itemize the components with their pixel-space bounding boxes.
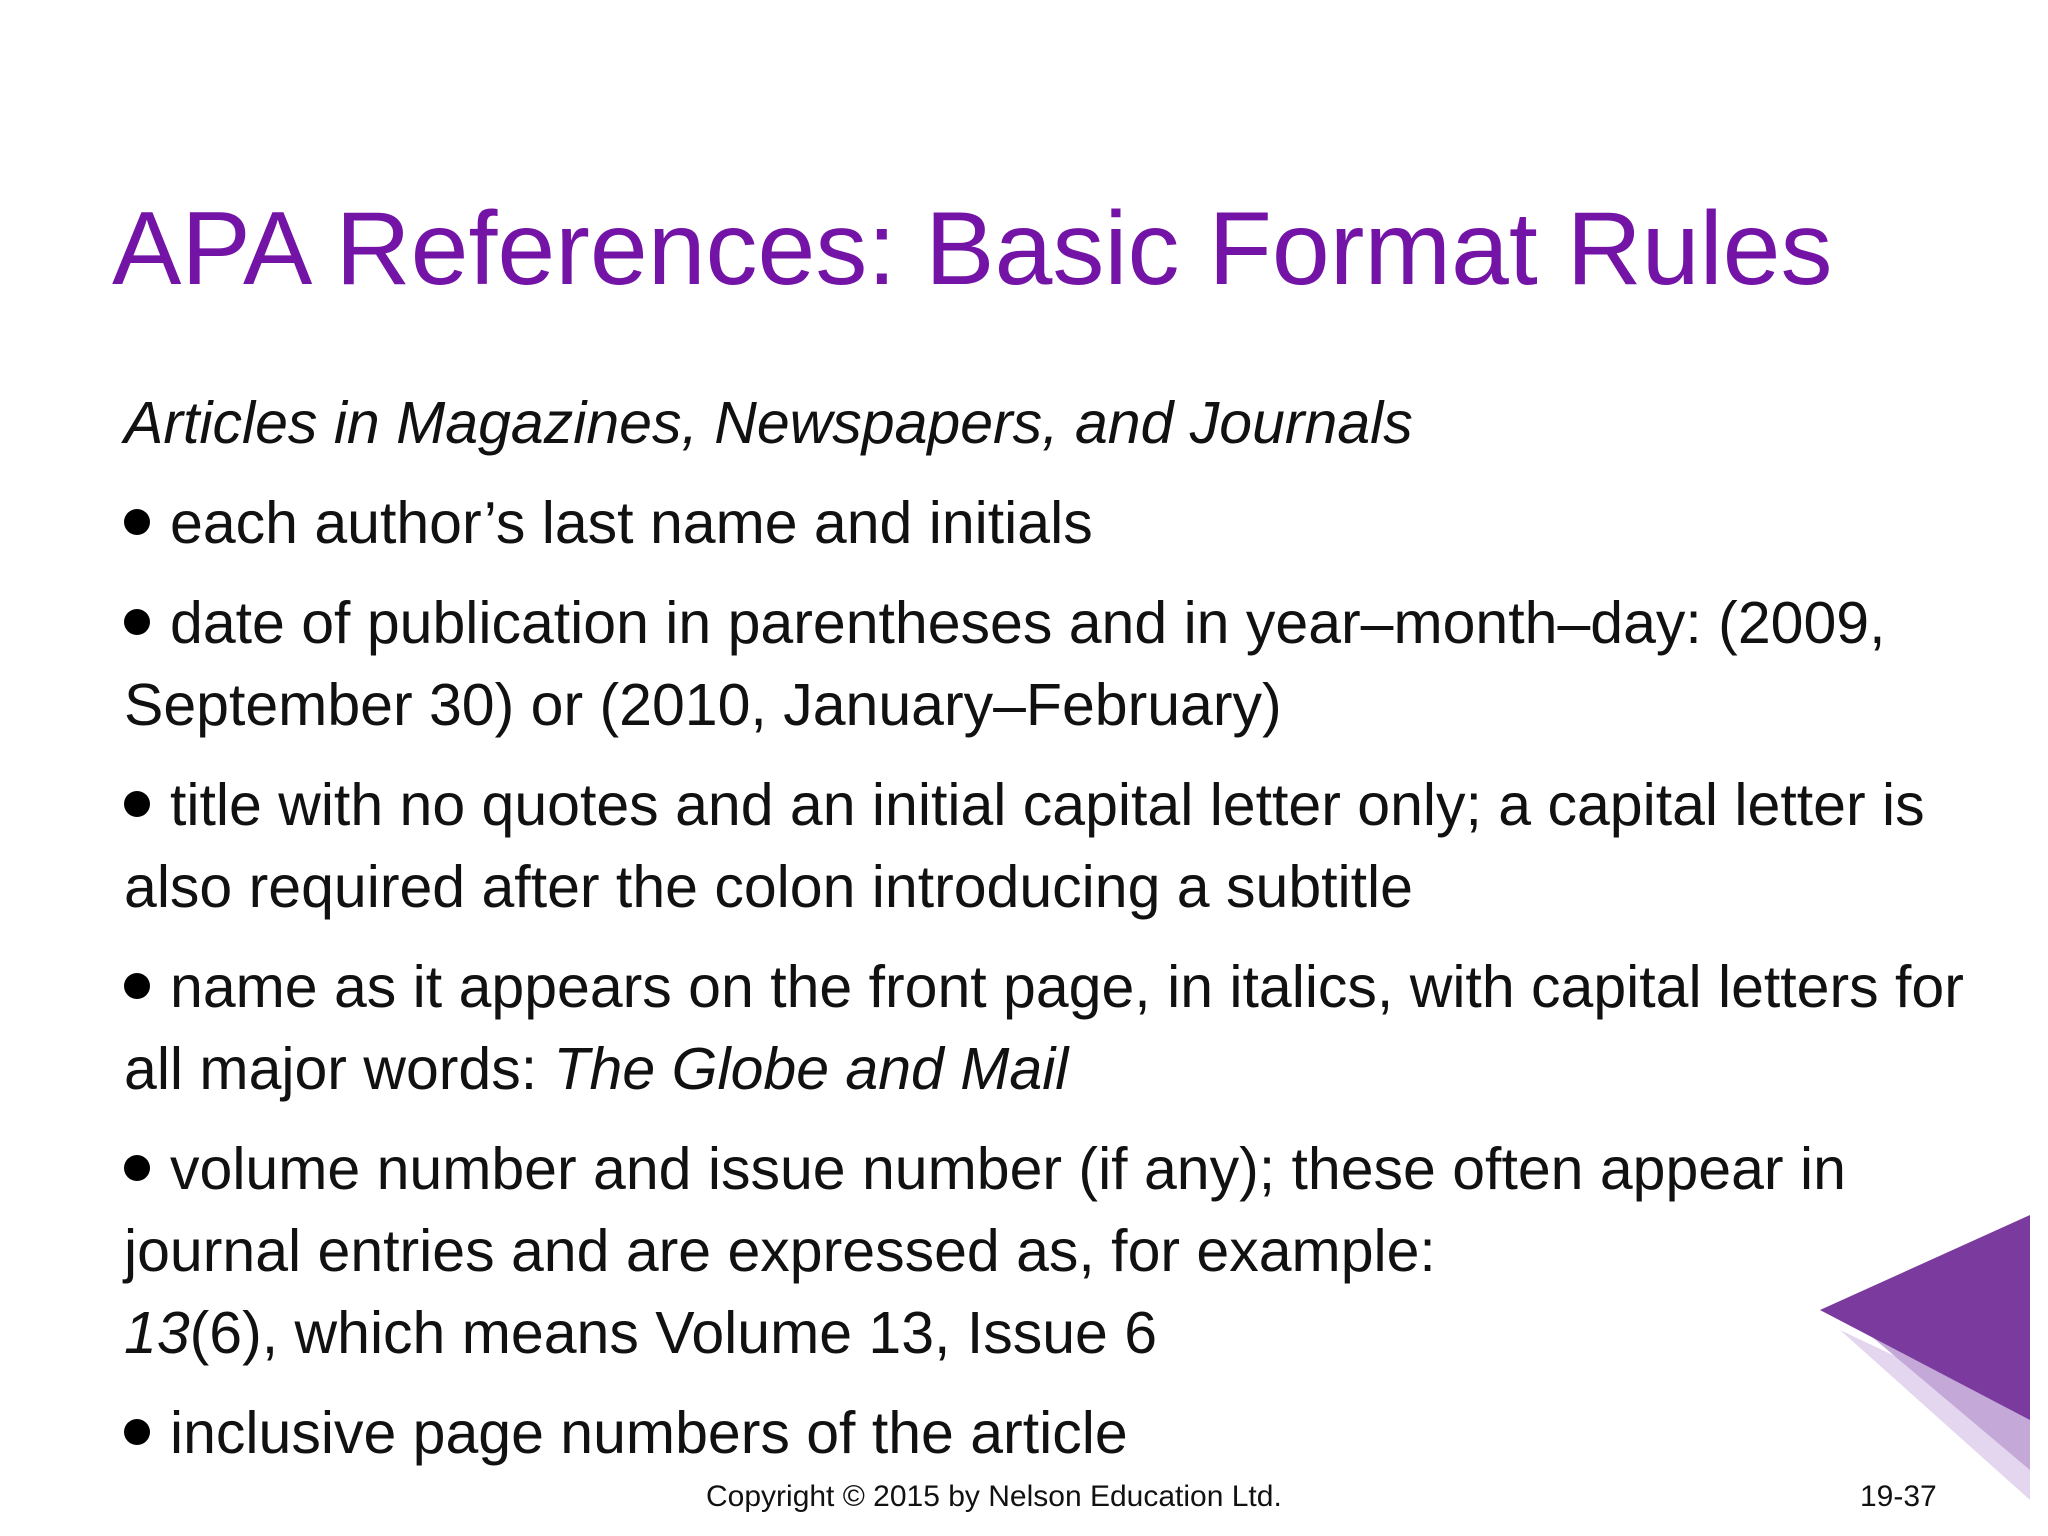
bullet-item — [124, 946, 1984, 1110]
bullet-item — [124, 582, 1984, 746]
slide-content — [124, 382, 1984, 1492]
bullet-text: inclusive page numbers of the article — [170, 1400, 1128, 1466]
bullet-italic-text: The Globe and Mail — [553, 1036, 1069, 1102]
bullet-text: volume number and issue number (if any); these often appear in journal entries and are expressed as, for example: — [124, 1136, 1846, 1284]
bullet-dot — [124, 791, 150, 817]
bullet-dot — [124, 1419, 150, 1445]
slide-subtitle: Articles in Magazines, Newspapers, and Journals — [124, 390, 1413, 456]
footer-copyright: Copyright © 2015 by Nelson Education Ltd. — [706, 1480, 1282, 1513]
bullet-text: name as it appears on the front page, in italics, with capital letters for all major words: — [124, 954, 1964, 1102]
slide-title: APA References: Basic Format Rules — [112, 191, 1833, 307]
bullet-italic-text: 13 — [124, 1300, 190, 1366]
footer-page-number: 19-37 — [1860, 1480, 1937, 1513]
bullet-item — [124, 764, 1984, 928]
bullet-item — [124, 1128, 1984, 1374]
bullet-dot — [124, 973, 150, 999]
bullet-text: each author’s last name and initials — [170, 490, 1093, 556]
bullet-text: title with no quotes and an initial capital letter only; a capital letter is also required after the colon introducing a subtitle — [124, 772, 1925, 920]
bullet-item — [124, 482, 1984, 564]
bullet-dot — [124, 609, 150, 635]
bullet-item — [124, 1392, 1984, 1474]
bullet-dot — [124, 509, 150, 535]
bullet-dot — [124, 1155, 150, 1181]
bullet-text-continued: (6), which means Volume 13, Issue 6 — [189, 1300, 1158, 1366]
bullet-text: date of publication in parentheses and in year–month–day: (2009, September 30) or (2010, January–February) — [124, 590, 1886, 738]
